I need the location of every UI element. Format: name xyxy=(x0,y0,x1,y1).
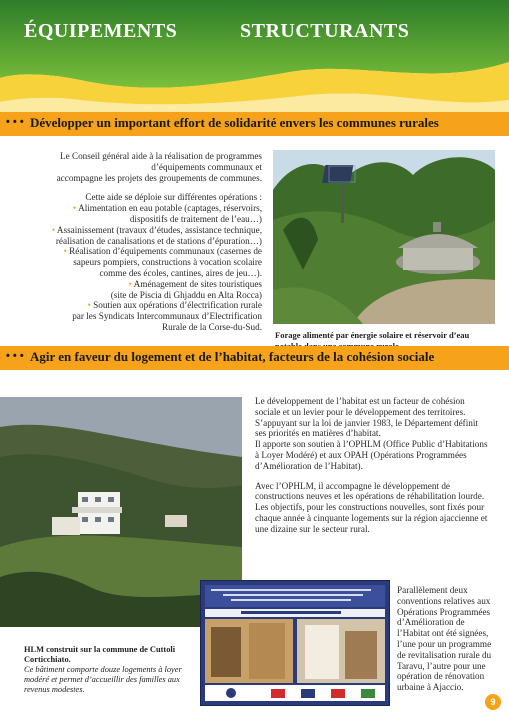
page-number: 9 xyxy=(485,694,501,710)
intro-line: accompagne les projets des groupements de communes. xyxy=(56,172,262,183)
bullet-icon: • xyxy=(128,278,132,289)
intro-line: d’équipements communaux et xyxy=(151,161,262,172)
list-item-cont: réalisation de canalisations et de stations d’épuration…) xyxy=(55,235,262,246)
borehole-photo-image xyxy=(273,150,495,324)
section-1-bar xyxy=(0,112,509,136)
list-lead: Cette aide se déploie sur différentes opérations : xyxy=(85,192,262,203)
hlm-photo-caption xyxy=(24,645,199,695)
page-header xyxy=(0,0,509,115)
section-2-heading: Agir en faveur du logement et de l’habitat, facteurs de la cohésion sociale xyxy=(30,349,435,364)
paragraph-line: Les objectifs, pour les constructions nouvelles, sont fixés pour chaque année à cinquante logements sur la région ajaccienne et une dizaine sur le secteur rural. xyxy=(255,502,488,534)
list-item-cont: (site de Piscia di Ghjaddu en Alta Rocca) xyxy=(110,289,262,300)
list-item-cont: Rurale de la Corse-du-Sud. xyxy=(161,321,262,332)
hlm-caption-title: HLM construit sur la commune de Cuttoli Corticchiato. xyxy=(24,645,176,664)
list-item: • Assainissement (travaux d’études, assistance technique, xyxy=(51,224,262,235)
section-2-bar xyxy=(0,346,509,370)
header-wave-graphic xyxy=(0,0,509,115)
list-item-cont: comme des écoles, cantines, aires de jeu…). xyxy=(99,267,262,278)
section-1-dots: • • • xyxy=(6,116,24,128)
list-item: • Aménagement de sites touristiques xyxy=(128,278,262,289)
intro-line: Le Conseil général aide à la réalisation de programmes xyxy=(59,151,262,161)
paragraph-line: Il apporte son soutien à l’OPHLM (Office Public d’Habitations à Loyer Modéré) et aux OPAH (Opérations Programmées d’Amélioration de l’Habitat). xyxy=(255,439,488,471)
list-item-cont: par les Syndicats Intercommunaux d’Electrification xyxy=(72,311,262,322)
list-item-cont: dispositifs de traitement de l’eau…) xyxy=(129,213,262,224)
bullet-icon: • xyxy=(51,224,56,235)
hlm-caption-text: Ce bâtiment comporte douze logements à loyer modéré et permet d’accueillir des familles aux revenus modestes. xyxy=(24,665,182,694)
list-item-cont: sapeurs pompiers, constructions à vocation scolaire xyxy=(73,257,262,268)
opah-poster-image xyxy=(201,581,389,705)
paragraph-line: S’appuyant sur la loi de janvier 1983, le Département définit ses priorités en matières d’habitat. xyxy=(255,417,478,439)
list-item: • Réalisation d’équipements communaux (casernes de xyxy=(63,246,262,257)
section-2-body xyxy=(255,396,490,535)
header-title-left: ÉQUIPEMENTS xyxy=(24,20,178,42)
section-2-dots: • • • xyxy=(6,350,24,362)
section-1-body xyxy=(24,151,262,333)
section-1-heading: Développer un important effort de solidarité envers les communes rurales xyxy=(30,115,439,130)
borehole-photo-caption: Forage alimenté par énergie solaire et réservoir d’eau xyxy=(275,330,470,340)
list-item: • Soutien aux opérations d’électrification rurale xyxy=(87,300,262,311)
paragraph-line: Le développement de l’habitat est un facteur de cohésion sociale et un levier pour le développement des territoires. xyxy=(255,396,466,417)
paragraph-line: Avec l’OPHLM, il accompagne le développement de constructions neuves et les opérations de réhabilitation lourde. xyxy=(255,480,485,502)
bullet-icon: • xyxy=(87,300,91,311)
section-2-final-paragraph: Parallèlement deux conventions relatives aux Opérations Programmées d’Amélioration de l’Habitat ont été signées, l’une pour un programme de revitalisation rurale du Taravu, l’autre pour une opération de rénovation urbaine à Ajaccio. xyxy=(397,585,492,693)
header-title-right: STRUCTURANTS xyxy=(240,20,410,42)
borehole-photo xyxy=(273,150,495,324)
bullet-icon: • xyxy=(73,203,77,214)
bullet-icon: • xyxy=(63,246,67,257)
opah-poster xyxy=(200,580,390,706)
list-item: • Alimentation en eau potable (captages, réservoirs, xyxy=(73,203,262,214)
